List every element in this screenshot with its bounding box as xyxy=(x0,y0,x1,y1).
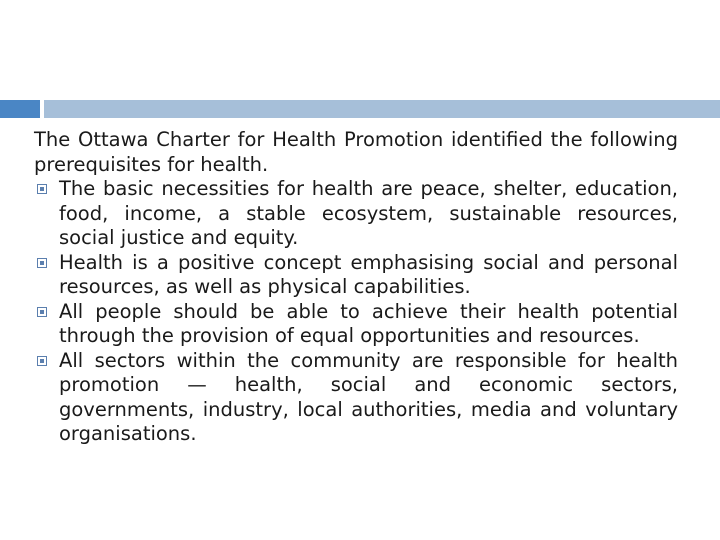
intro-text: The Ottawa Charter for Health Promotion identified the following prerequisites for health. xyxy=(34,128,678,176)
list-item xyxy=(34,300,678,349)
slide-content xyxy=(34,128,678,447)
bullet-text: All sectors within the community are responsible for health promotion — health, social and economic sectors, governments, industry, local authorities, media and voluntary organisations. xyxy=(59,348,678,445)
list-item xyxy=(34,177,678,251)
square-bullet-icon xyxy=(37,258,47,268)
square-bullet-icon xyxy=(37,356,47,366)
list-item xyxy=(34,349,678,447)
square-bullet-icon xyxy=(37,307,47,317)
accent-bar-left xyxy=(0,100,40,118)
bullet-text: All people should be able to achieve their health potential through the provision of equal opportunities and resources. xyxy=(59,299,678,347)
accent-bar-right xyxy=(44,100,720,118)
bullet-text: Health is a positive concept emphasising social and personal resources, as well as physical capabilities. xyxy=(59,250,678,298)
list-item xyxy=(34,251,678,300)
bullet-text: The basic necessities for health are peace, shelter, education, food, income, a stable ecosystem, sustainable resources, social justice and equity. xyxy=(59,177,678,249)
bullet-list xyxy=(34,177,678,447)
square-bullet-icon xyxy=(37,184,47,194)
